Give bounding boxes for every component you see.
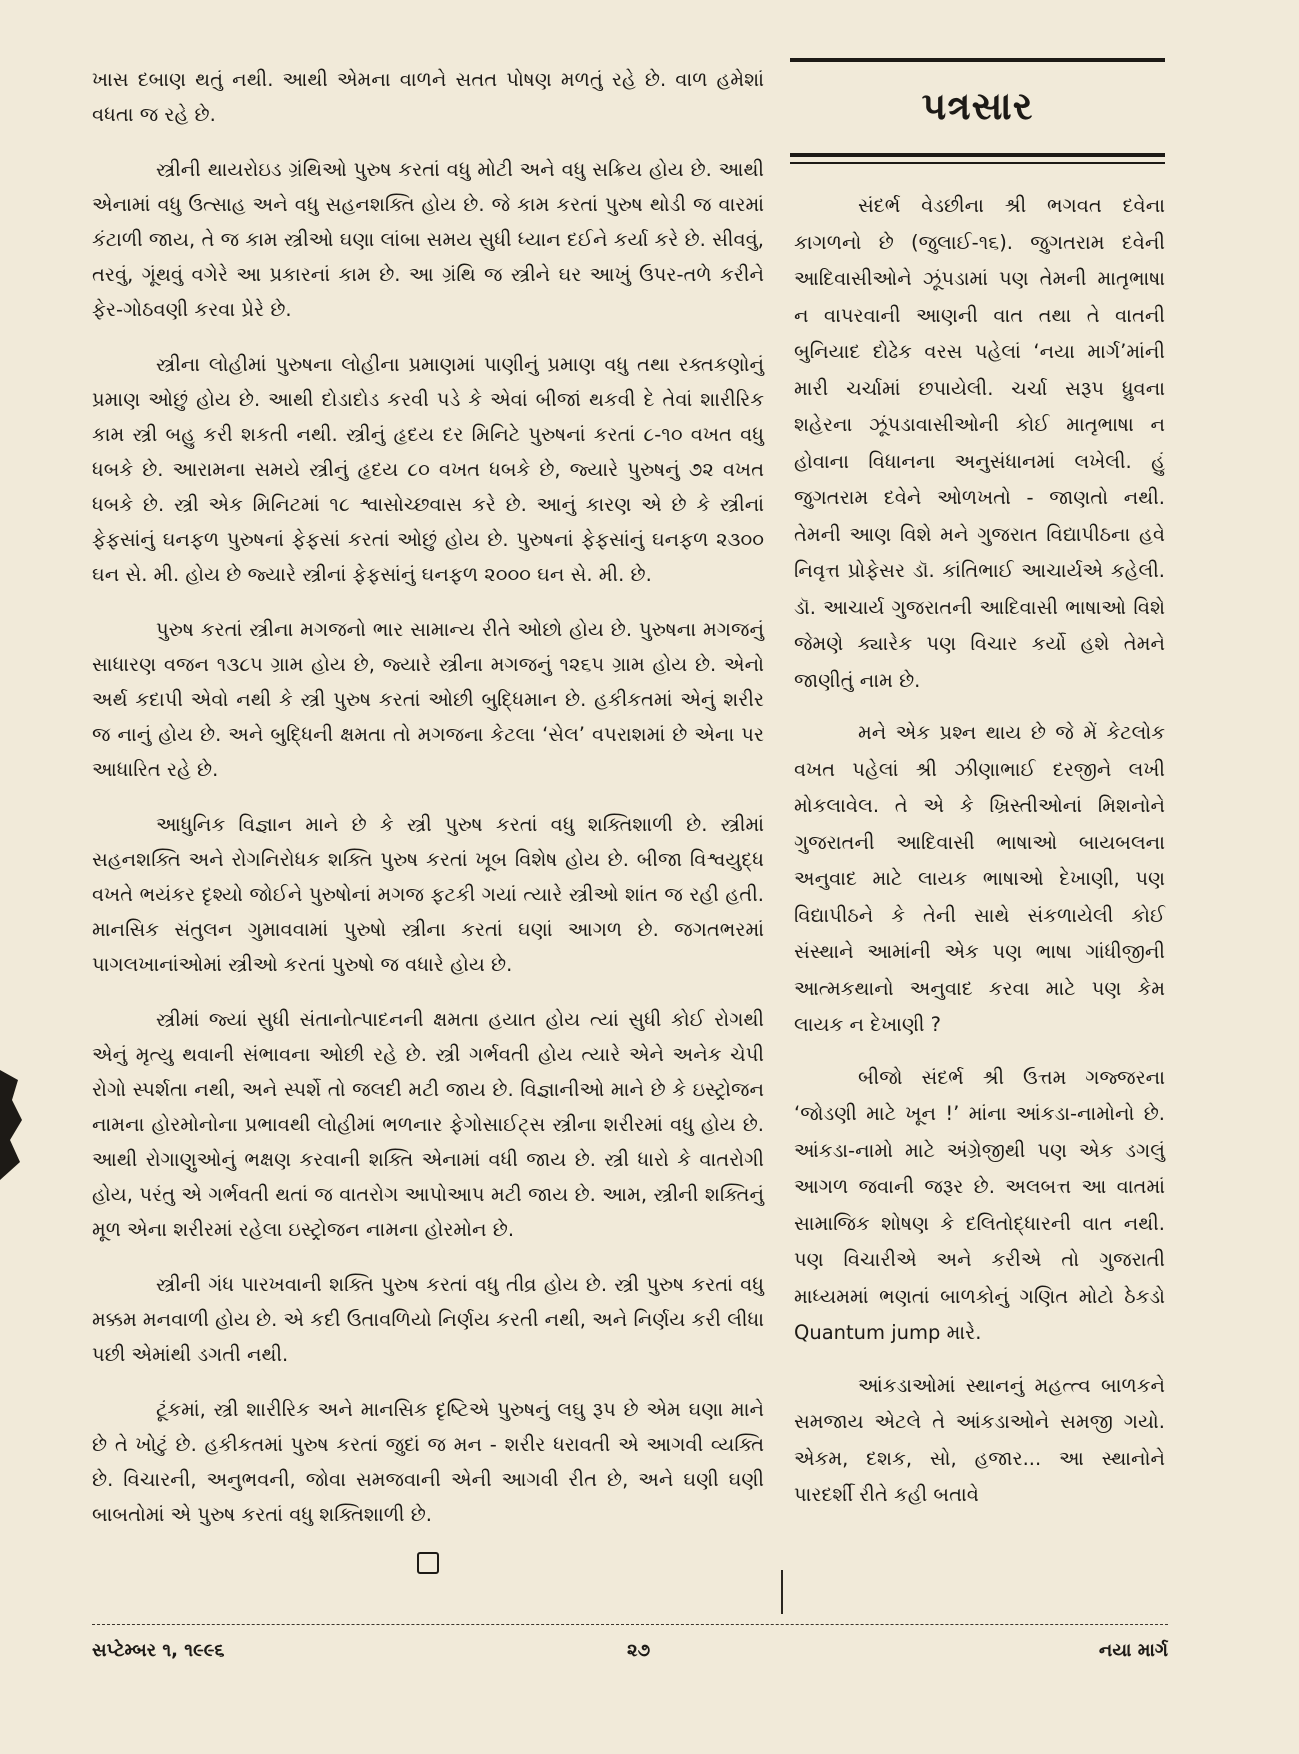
left-article-column	[92, 62, 764, 1574]
article-paragraph: સ્ત્રીના લોહીમાં પુરુષના લોહીના પ્રમાણમાં પાણીનું પ્રમાણ વધુ તથા રક્તકણોનું પ્રમાણ ઓછું હોય છે. આથી દોડાદોડ કરવી પડે કે એવાં બીજાં થકવી દે તેવાં શારીરિક કામ સ્ત્રી બહુ કરી શકતી નથી. સ્ત્રીનું હૃદય દર મિનિટે પુરુષનાં કરતાં ૮-૧૦ વખત વધુ ધબકે છે. આરામના સમયે સ્ત્રીનું હૃદય ૮૦ વખત ધબકે છે, જ્યારે પુરુષનું ૭૨ વખત ધબકે છે. સ્ત્રી એક મિનિટમાં ૧૮ શ્વાસોચ્છવાસ કરે છે. આનું કારણ એ છે કે સ્ત્રીનાં ફેફસાંનું ઘનફળ પુરુષનાં ફેફસાં કરતાં ઓછું હોય છે. પુરુષનાં ફેફસાંનું ઘનફળ ૨૩૦૦ ઘન સે. મી. હોય છે જ્યારે સ્ત્રીનાં ફેફસાંનું ઘનફળ ૨૦૦૦ ઘન સે. મી. છે.	[92, 353, 764, 586]
letter-paragraph: બીજો સંદર્ભ શ્રી ઉત્તમ ગજ્જરના ‘જોડણી માટે ખૂન !’ માંના આંકડા-નામોનો છે. આંકડા-નામો માટે અંગ્રેજીથી પણ એક ડગલું આગળ જવાની જરૂર છે. અલબત્ત આ વાતમાં સામાજિક શોષણ કે દલિતોદ્ધારની વાત નથી. પણ વિચારીએ અને કરીએ તો ગુજરાતી માધ્યમમાં ભણતાં બાળકોનું ગણિત મોટો ઠેકડો Quantum jump મારે.	[794, 1065, 1165, 1344]
column-divider	[781, 1570, 783, 1614]
article-paragraph: આધુનિક વિજ્ઞાન માને છે કે સ્ત્રી પુરુષ કરતાં વધુ શક્તિશાળી છે. સ્ત્રીમાં સહનશક્તિ અને રોગનિરોધક શક્તિ પુરુષ કરતાં ખૂબ વિશેષ હોય છે. બીજા વિશ્વયુદ્ધ વખતે ભયંકર દૃશ્યો જોઈને પુરુષોનાં મગજ ફટકી ગયાં ત્યારે સ્ત્રીઓ શાંત જ રહી હતી. માનસિક સંતુલન ગુમાવવામાં પુરુષો સ્ત્રીના કરતાં ઘણાં આગળ છે. જગતભરમાં પાગલખાનાંઓમાં સ્ત્રીઓ કરતાં પુરુષો જ વધારે હોય છે.	[92, 813, 764, 976]
letter-paragraph: સંદર્ભ વેડછીના શ્રી ભગવત દવેના કાગળનો છે (જુલાઈ-૧૬). જુગતરામ દવેની આદિવાસીઓને ઝૂંપડામાં પણ તેમની માતૃભાષા ન વાપરવાની આણની વાત તથા તે વાતની બુનિયાદ દોઢેક વરસ પહેલાં ‘નયા માર્ગ’માંની મારી ચર્ચામાં છપાયેલી. ચર્ચા સરૂપ ધ્રુવના શહેરના ઝૂંપડાવાસીઓની કોઈ માતૃભાષા ન હોવાના વિધાનના અનુસંધાનમાં લખેલી. હું જુગતરામ દવેને ઓળખતો - જાણતો નથી. તેમની આણ વિશે મને ગુજરાત વિદ્યાપીઠના હવે નિવૃત્ત પ્રોફેસર ડૉ. કાંતિભાઈ આચાર્યએ કહેલી. ડૉ. આચાર્ય ગુજરાતની આદિવાસી ભાષાઓ વિશે જેમણે ક્યારેક પણ વિચાર કર્યો હશે તેમને જાણીતું નામ છે.	[794, 194, 1165, 692]
section-title: પત્રસાર	[921, 84, 1034, 128]
top-rule	[790, 58, 1165, 62]
footer-date: સપ્ટેમ્બર ૧, ૧૯૯૬	[92, 1640, 225, 1661]
right-letters-column	[790, 58, 1165, 1530]
article-paragraph: ખાસ દબાણ થતું નથી. આથી એમના વાળને સતત પોષણ મળતું રહે છે. વાળ હમેશાં વધતા જ રહે છે.	[92, 68, 764, 126]
letter-paragraph: મને એક પ્રશ્ન થાય છે જે મેં કેટલોક વખત પહેલાં શ્રી ઝીણાભાઈ દરજીને લખી મોકલાવેલ. તે એ કે ખ્રિસ્તીઓનાં મિશનોને ગુજરાતની આદિવાસી ભાષાઓ બાયબલના અનુવાદ માટે લાયક ભાષાઓ દેખાણી, પણ વિદ્યાપીઠને કે તેની સાથે સંકળાયેલી કોઈ સંસ્થાને આમાંની એક પણ ભાષા ગાંધીજીની આત્મકથાનો અનુવાદ કરવા માટે પણ કેમ લાયક ન દેખાણી ?	[794, 721, 1166, 1036]
page-footer	[92, 1640, 1168, 1670]
article-end-mark-icon	[417, 1552, 439, 1574]
torn-edge-mark	[0, 1070, 30, 1180]
page-number: ૨૭	[627, 1640, 651, 1661]
publication-name: નયા માર્ગ	[1098, 1640, 1168, 1661]
letters-text	[790, 188, 1165, 1514]
article-paragraph: પુરુષ કરતાં સ્ત્રીના મગજનો ભાર સામાન્ય રીતે ઓછો હોય છે. પુરુષના મગજનું સાધારણ વજન ૧૩૮૫ ગ્રામ હોય છે, જ્યારે સ્ત્રીના મગજનું ૧૨૬૫ ગ્રામ હોય છે. એનો અર્થ કદાપી એવો નથી કે સ્ત્રી પુરુષ કરતાં ઓછી બુદ્ધિમાન છે. હકીકતમાં એનું શરીર જ નાનું હોય છે. અને બુદ્ધિની ક્ષમતા તો મગજના કેટલા ‘સેલ’ વપરાશમાં છે એના પર આધારિત રહે છે.	[92, 618, 764, 781]
title-double-rule	[790, 153, 1165, 164]
letter-paragraph: આંકડાઓમાં સ્થાનનું મહત્ત્વ બાળકને સમજાય એટલે તે આંકડાઓને સમજી ગયો. એકમ, દશક, સો, હજાર... આ સ્થાનોને પારદર્શી રીતે કહી બતાવે	[794, 1373, 1165, 1506]
article-paragraph: સ્ત્રીમાં જ્યાં સુધી સંતાનોત્પાદનની ક્ષમતા હયાત હોય ત્યાં સુધી કોઈ રોગથી એનું મૃત્યુ થવાની સંભાવના ઓછી રહે છે. સ્ત્રી ગર્ભવતી હોય ત્યારે એને અનેક ચેપી રોગો સ્પર્શતા નથી, અને સ્પર્શે તો જલદી મટી જાય છે. વિજ્ઞાનીઓ માને છે કે ઇસ્ટ્રોજન નામના હોરમોનોના પ્રભાવથી લોહીમાં ભળનાર ફેગોસાઈટ્સ સ્ત્રીના શરીરમાં વધુ હોય છે. આથી રોગાણુઓનું ભક્ષણ કરવાની શક્તિ એનામાં વધી જાય છે. સ્ત્રી ધારો કે વાતરોગી હોય, પરંતુ એ ગર્ભવતી થતાં જ વાતરોગ આપોઆપ મટી જાય છે. આમ, સ્ત્રીની શક્તિનું મૂળ એના શરીરમાં રહેલા ઇસ્ટ્રોજન નામના હોરમોન છે.	[92, 1008, 764, 1241]
article-paragraph: સ્ત્રીની થાયરોઇડ ગ્રંથિઓ પુરુષ કરતાં વધુ મોટી અને વધુ સક્રિય હોય છે. આથી એનામાં વધુ ઉત્સાહ અને વધુ સહનશક્તિ હોય છે. જે કામ કરતાં પુરુષ થોડી જ વારમાં કંટાળી જાય, તે જ કામ સ્ત્રીઓ ઘણા લાંબા સમય સુધી ધ્યાન દઈને કર્યા કરે છે. સીવવું, તરવું, ગૂંથવું વગેરે આ પ્રકારનાં કામ છે. આ ગ્રંથિ જ સ્ત્રીને ઘર આખું ઉપર-તળે કરીને ફેર-ગોઠવણી કરવા પ્રેરે છે.	[92, 158, 764, 321]
footer-rule	[92, 1624, 1168, 1626]
article-paragraph: ટૂંકમાં, સ્ત્રી શારીરિક અને માનસિક દૃષ્ટિએ પુરુષનું લઘુ રૂપ છે એમ ઘણા માને છે તે ખોટું છે. હકીકતમાં પુરુષ કરતાં જુદાં જ મન - શરીર ધરાવતી એ આગવી વ્યક્તિ છે. વિચારની, અનુભવની, જોવા સમજવાની એની આગવી રીત છે, અને ઘણી ઘણી બાબતોમાં એ પુરુષ કરતાં વધુ શક્તિશાળી છે.	[92, 1398, 764, 1526]
article-paragraph: સ્ત્રીની ગંધ પારખવાની શક્તિ પુરુષ કરતાં વધુ તીવ્ર હોય છે. સ્ત્રી પુરુષ કરતાં વધુ મક્કમ મનવાળી હોય છે. એ કદી ઉતાવળિયો નિર્ણય કરતી નથી, અને નિર્ણય કરી લીધા પછી એમાંથી ડગતી નથી.	[92, 1273, 764, 1366]
